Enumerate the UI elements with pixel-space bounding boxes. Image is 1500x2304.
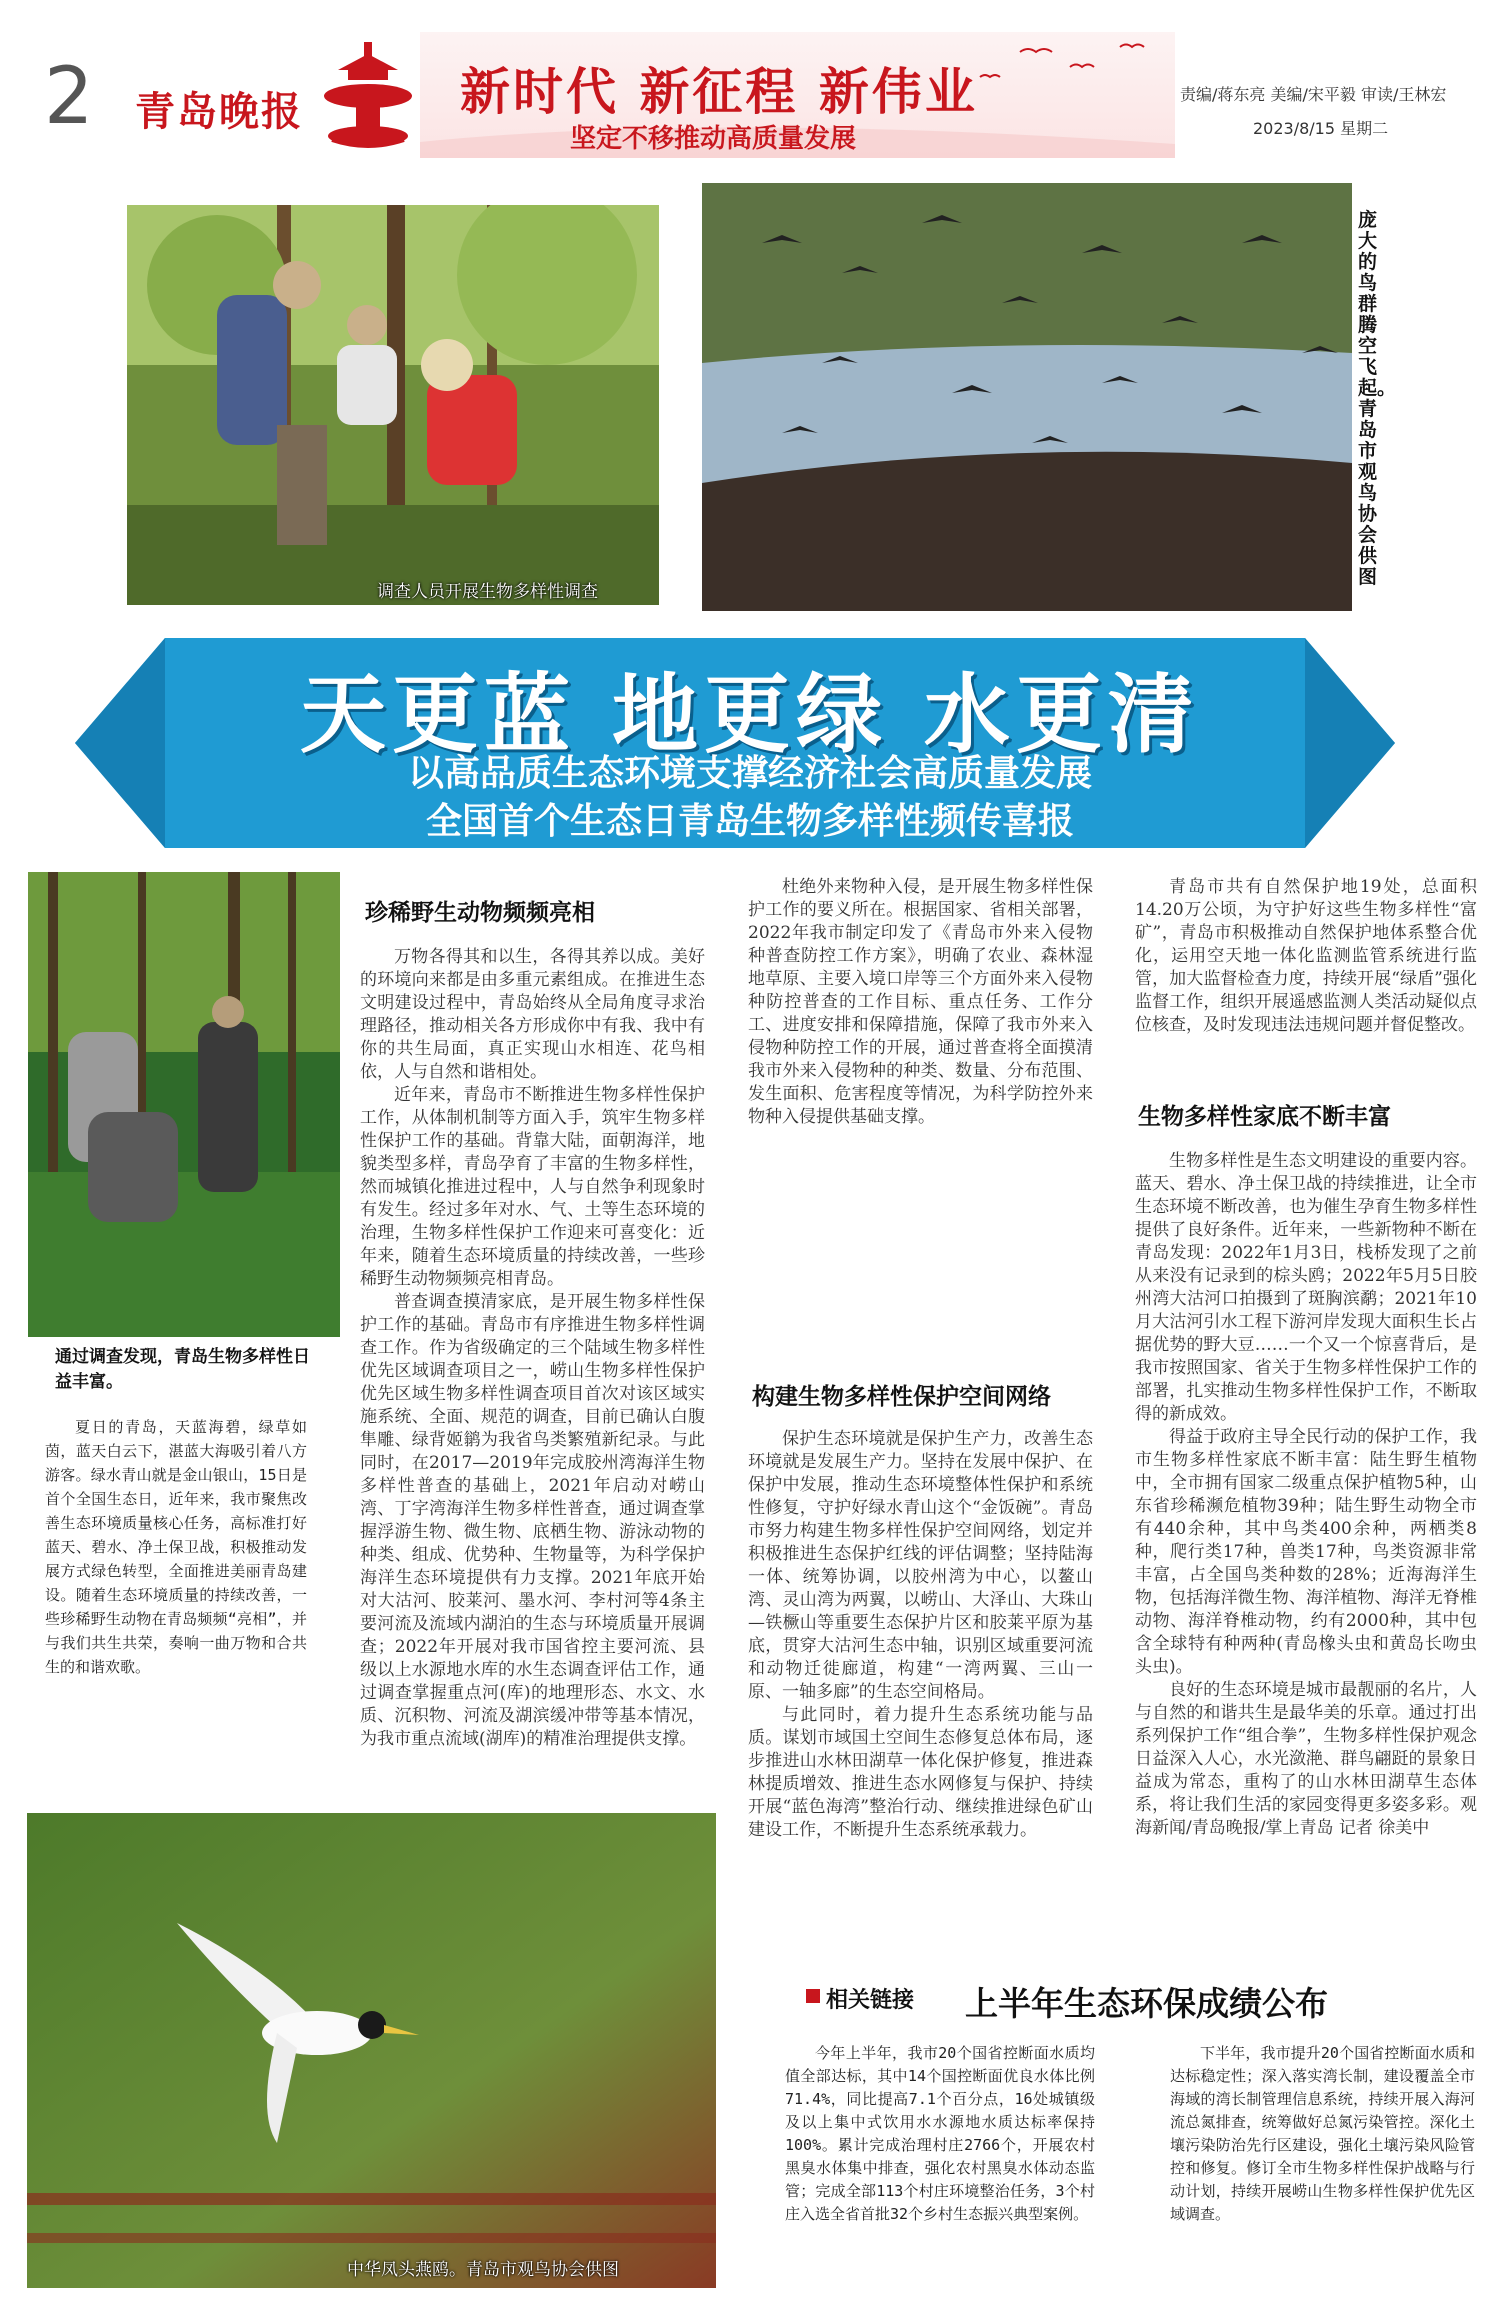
page-number: 2 xyxy=(44,52,94,142)
headline: 天更蓝 地更绿 水更清 xyxy=(300,665,1200,765)
section1-body-a: 万物各得其和以生，各得其养以成。美好的环境向来都是由多重元素组成。在推进生态文明建设过程中，青岛始终从全局角度寻求治理路径，推动相关各方形成你中有我、我中有你的共生局面，真正实现山水相连、花鸟相依，人与自然和谐相处。 近年来，青岛市不断推进生物多样性保护工作，从体制机制等方面入手，筑牢生物多样性保护工作的基础。背靠大陆，面朝海洋，地貌类型多样，青岛孕育了丰富的生物多样性，然而城镇化推进过程中，人与自然争利现象时有发生。经过多年对水、气、土等生态环境的治理，生物多样性保护工作迎来可喜变化：近年来，随着生态环境质量的持续改善，一些珍稀野生动物频频亮相青岛。 普查调查摸清家底，是开展生物多样性保护工作的基础。青岛市有序推进生物多样性调查工作。作为省级确定的三个陆域生物多样性优先区域调查项目之一，崂山生物多样性保护优先区域生物多样性调查项目首次对该区域实施系统、全面、规范的调查，目前已确认白腹隼雕、绿背姬鹟为我省鸟类繁殖新纪录。与此同时，在2017—2019年完成胶州湾海洋生物多样性普查的基础上，2021年启动对崂山湾、丁字湾海洋生物多样性普查，通过调查掌握浮游生物、微生物、底栖生物、游泳动物的种类、组成、优势种、生物量等，为科学保护海洋生态环境提供有力支撑。2021年底开始对大沽河、胶莱河、墨水河、李村河等4条主要河流及流域内湖泊的生态与环境质量开展调查；2022年开展对我市国省控主要河流、县级以上水源地水库的水生态调查评估工作，通过调查掌握重点河(库)的地理形态、水文、水质、沉积物、河流及湖滨缓冲带等基本情况，为我市重点流域(湖库)的精准治理提供支撑。 xyxy=(360,947,705,1749)
section2-body-b: 青岛市共有自然保护地19处，总面积14.20万公顷，为守护好这些生物多样性“富矿”，青岛市积极推动自然保护地体系整合优化，运用空天地一体化监测监管系统进行监管，加大监督检查力度，持续开展“绿盾”强化监督工作，组织开展遥感监测人类活动疑似点位核查，及时发现违法违规问题并督促整改。 xyxy=(1135,877,1477,1035)
header-date: 2023/8/15 星期二 xyxy=(1253,119,1389,138)
related-body-b: 下半年，我市提升20个国省控断面水质和达标稳定性；深入落实湾长制，建设覆盖全市海域的湾长制管理信息系统，持续开展入海河流总氮排查，统筹做好总氮污染管控。深化土壤污染防治先行区建设，强化土壤污染风险管控和修复。修订全市生物多样性保护战略与行动计划，持续开展崂山生物多样性保护优先区域调查。 xyxy=(1170,2044,1475,2223)
section-heading-rare-wildlife: 珍稀野生动物频频亮相 xyxy=(365,900,595,926)
survey-photo-caption: 调查人员开展生物多样性调查 xyxy=(377,582,598,602)
header-slogan-banner xyxy=(420,32,1175,158)
subhead-1: 以高品质生态环境支撑经济社会高质量发展 xyxy=(407,753,1092,794)
section-heading-biodiversity-growth: 生物多样性家底不断丰富 xyxy=(1138,1104,1391,1130)
related-body-a: 今年上半年，我市20个国省控断面水质均值全部达标，其中14个国控断面优良水体比例71.4%，同比提高7.1个百分点，16处城镇级及以上集中式饮用水水源地水质达标率保持100%。累计完成治理村庄2766个，开展农村黑臭水体集中排查，强化农村黑臭水体动态监管；完成全部113个村庄环境整治任务，3个村庄入选全省首批32个乡村生态振兴典型案例。 xyxy=(785,2044,1095,2223)
related-title: 上半年生态环保成绩公布 xyxy=(965,1984,1328,2023)
section2-body-a: 保护生态环境就是保护生产力，改善生态环境就是发展生产力。坚持在发展中保护、在保护中发展，推动生态环境整体性保护和系统性修复，守护好绿水青山这个“金饭碗”。青岛市努力构建生物多样性保护空间网络，划定并积极推进生态保护红线的评估调整；坚持陆海一体、统筹协调，以胶州湾为中心，以鳌山湾、灵山湾为两翼，以崂山、大泽山、大珠山—铁橛山等重要生态保护片区和胶莱平原为基底，贯穿大沽河生态中轴，识别区域重要河流和动物迁徙廊道，构建“一湾两翼、三山一原、一轴多廊”的生态空间格局。 与此同时，着力提升生态系统功能与品质。谋划市域国土空间生态修复总体布局，逐步推进山水林田湖草一体化保护修复，推进森林提质增效、推进生态水网修复与保护、持续开展“蓝色海湾”整治行动、继续推进绿色矿山建设工作，不断提升生态系统承载力。 xyxy=(748,1429,1093,1840)
section-heading-protection-network: 构建生物多样性保护空间网络 xyxy=(752,1384,1051,1410)
section3-body: 生物多样性是生态文明建设的重要内容。蓝天、碧水、净土保卫战的持续推进，让全市生态环境不断改善，也为催生孕育生物多样性提供了良好条件。近年来，一些新物种不断在青岛发现：2022年1月3日，栈桥发现了之前从来没有记录到的棕头鸥；2022年5月5日胶州湾大沽河口拍摄到了斑胸滨鹬；2021年10月大沽河引水工程下游河岸发现大面积生长占据优势的野大豆……一个又一个惊喜背后，是我市按照国家、省关于生物多样性保护工作的部署，扎实推动生物多样性保护工作，不断取得的新成效。 得益于政府主导全民行动的保护工作，我市生物多样性家底不断丰富：陆生野生植物中，全市拥有国家二级重点保护植物5种，山东省珍稀濒危植物39种；陆生野生动物全市有440余种，其中鸟类400余种，两栖类8种，爬行类17种，兽类17种，鸟类资源非常丰富，占全国鸟类种数的28%；近海海洋生物，包括海洋微生物、海洋植物、海洋无脊椎动物、海洋脊椎动物，约有2000种，其中包含全球特有种两种(青岛橡头虫和黄岛长吻虫头虫)。 良好的生态环境是城市最靓丽的名片，人与自然的和谐共生是最华美的乐章。通过打出系列保护工作“组合拳”，生物多样性保护观念日益深入人心，水光潋滟、群鸟翩跹的景象日益成为常态，重构了的山水林田湖草生态体系，将让我们生活的家园变得更多姿多彩。观海新闻/青岛晚报/掌上青岛 记者 徐美中 xyxy=(1135,1151,1477,1838)
related-label: 相关链接 xyxy=(826,1988,915,2013)
section1-body-b: 杜绝外来物种入侵，是开展生物多样性保护工作的要义所在。根据国家、省相关部署，2022年我市制定印发了《青岛市外来入侵物种普查防控工作方案》，明确了农业、森林湿地草原、主要入境口岸等三个方面外来入侵物种防控普查的工作目标、重点任务、工作分工、进度安排和保障措施，保障了我市外来入侵物种防控工作的开展，通过普查将全面摸清我市外来入侵物种的种类、数量、分布范围、发生面积、危害程度等情况，为科学防控外来物种入侵提供基础支撑。 xyxy=(748,877,1093,1127)
paper-logo-icon xyxy=(318,40,418,152)
tern-photo xyxy=(27,1813,716,2288)
forest-photo-caption: 通过调查发现，青岛生物多样性日益丰富。 xyxy=(55,1347,310,1392)
tern-photo-caption: 中华凤头燕鸥。青岛市观鸟协会供图 xyxy=(347,2260,619,2280)
related-square-icon xyxy=(806,1989,820,2003)
intro-text: 夏日的青岛，天蓝海碧，绿草如茵，蓝天白云下，湛蓝大海吸引着八方游客。绿水青山就是金山银山，15日是首个全国生态日，近年来，我市聚焦改善生态环境质量核心任务，高标准打好蓝天、碧水、净土保卫战，积极推动发展方式绿色转型，全面推进美丽青岛建设。随着生态环境质量的持续改善，一些珍稀野生动物在青岛频频“亮相”，并与我们共生共荣，奏响一曲万物和合共生的和谐欢歌。 xyxy=(45,1418,307,1676)
survey-photo xyxy=(127,205,659,605)
birds-photo xyxy=(702,183,1352,611)
subhead-2: 全国首个生态日青岛生物多样性频传喜报 xyxy=(425,801,1074,842)
header-editors: 责编/蒋东亮 美编/宋平毅 审读/王林宏 xyxy=(1180,85,1447,104)
slogan-sub: 坚定不移推动高质量发展 xyxy=(570,124,857,154)
paper-name: 青岛晚报 xyxy=(135,88,303,135)
forest-photo xyxy=(28,872,340,1337)
birds-photo-caption: 庞大的鸟群腾空飞起。青岛市观鸟协会供图 xyxy=(1358,209,1397,588)
slogan-main: 新时代 新征程 新伟业 xyxy=(460,63,978,121)
